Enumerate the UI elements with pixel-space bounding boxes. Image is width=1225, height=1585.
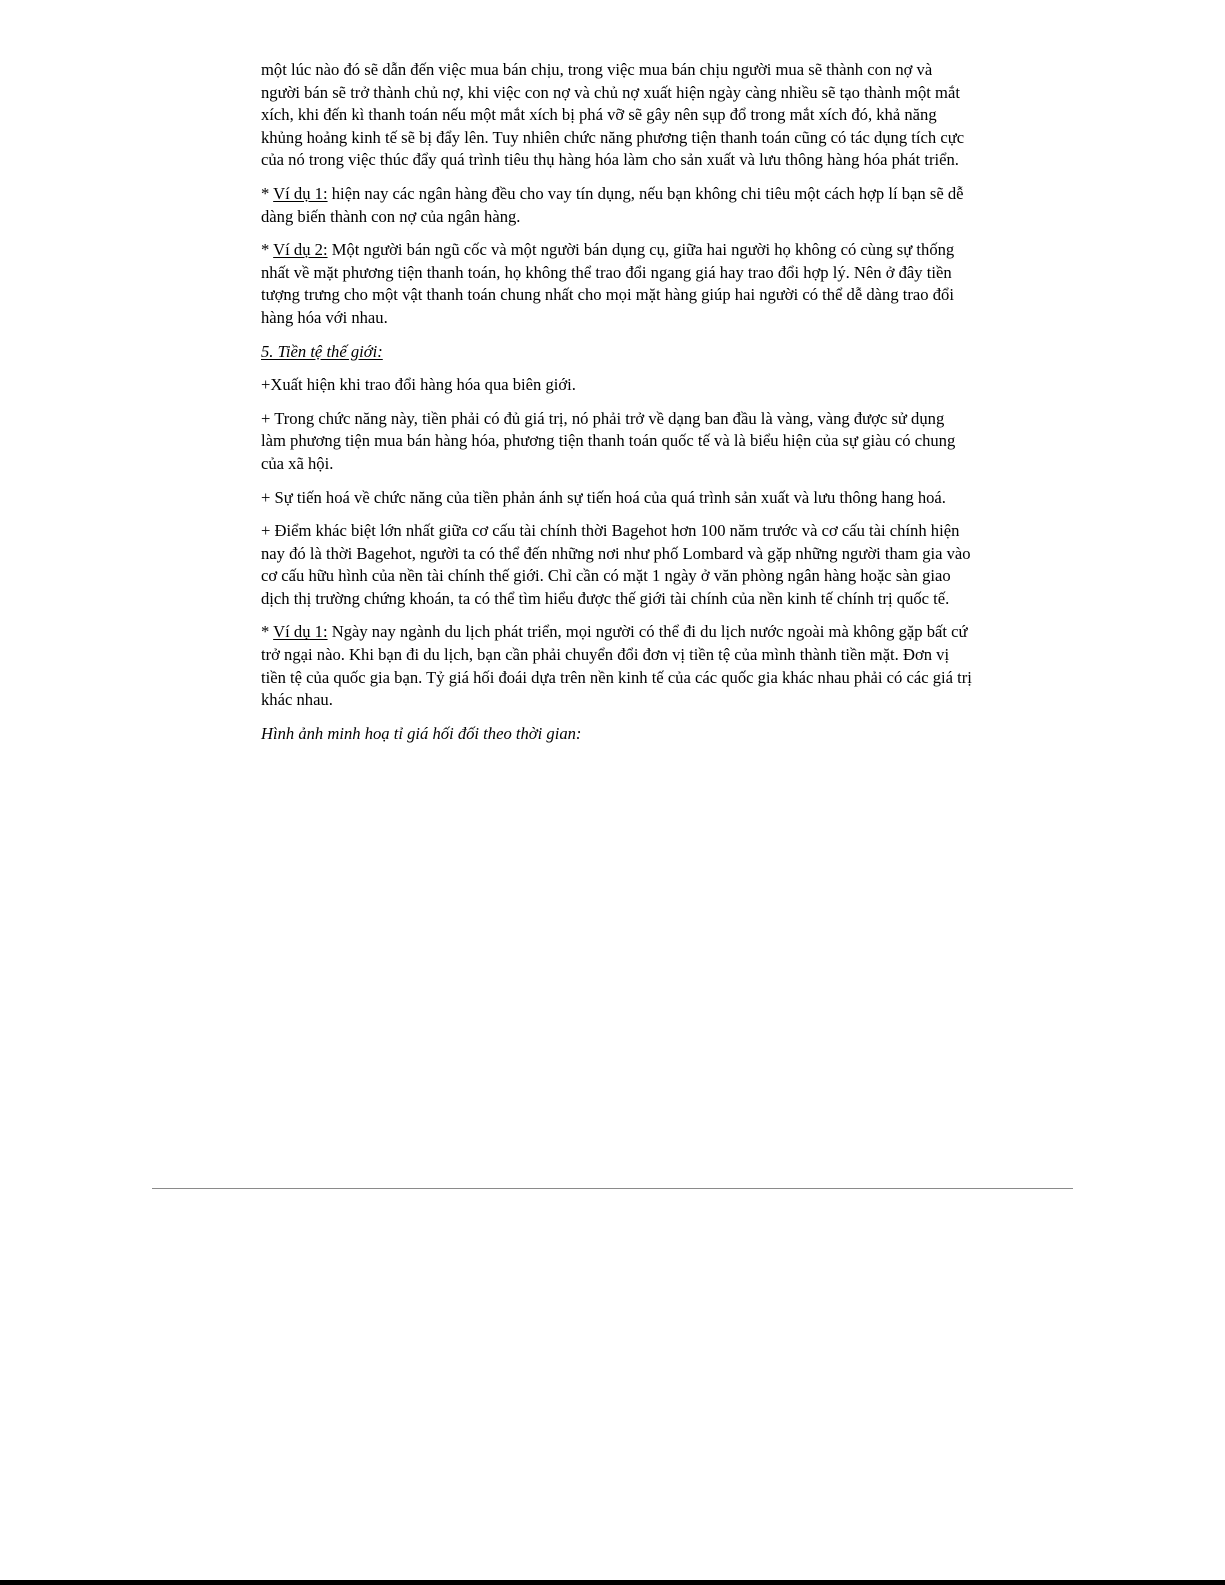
example-2-paragraph: [261, 239, 973, 329]
bullet-gold-value: + Trong chức năng này, tiền phải có đủ giá trị, nó phải trở về dạng ban đầu là vàng, vàng được sử dụng làm phương tiện mua bán hàng hóa, phương tiện thanh toán quốc tế và là biểu hiện của sự giàu có chung của xã hội.: [261, 408, 956, 473]
bullet-evolution: + Sự tiến hoá về chức năng của tiền phản ánh sự tiến hoá của quá trình sản xuất và lưu thông hang hoá.: [261, 487, 946, 507]
example-text: Một người bán ngũ cốc và một người bán dụng cụ, giữa hai người họ không có cùng sự thống nhất về mặt phương tiện thanh toán, họ không thể trao đổi ngang giá hay trao đổi hợp lý. Nên ở đây tiền tượng trưng cho một vật thanh toán chung nhất cho mọi mặt hàng giúp hai người có thể dễ dàng trao đổi hàng hóa với nhau.: [261, 240, 955, 327]
example-text: hiện nay các ngân hàng đều cho vay tín dụng, nếu bạn không chi tiêu một cách hợp lí bạn sẽ dễ dàng biến thành con nợ của ngân hàng.: [261, 183, 964, 226]
paragraph-payment-function: một lúc nào đó sẽ dẫn đến việc mua bán chịu, trong việc mua bán chịu người mua sẽ thành con nợ và người bán sẽ trở thành chủ nợ, khi việc con nợ và chủ nợ xuất hiện ngày càng nhiều sẽ tạo thành một mắt xích, khi đến kì thanh toán nếu một mắt xích bị phá vỡ sẽ gây nên sụp đổ trong mắt xích đó, khả năng khủng hoảng kinh tế sẽ bị đẩy lên. Tuy nhiên chức năng phương tiện thanh toán cũng có tác dụng tích cực của nó trong việc thúc đẩy quá trình tiêu thụ hàng hóa làm cho sản xuất và lưu thông hàng hóa phát triển.: [261, 60, 965, 170]
example-label: Ví dụ 2:: [273, 240, 328, 260]
section-heading-world-currency: 5. Tiền tệ thế giới:: [261, 341, 383, 361]
page-divider: [152, 1188, 1073, 1189]
page-bottom-edge: [0, 1580, 1225, 1585]
example-1-paragraph: [261, 183, 973, 228]
document-body: [261, 59, 973, 756]
example-text: Ngày nay ngành du lịch phát triển, mọi người có thể đi du lịch nước ngoài mà không gặp bất cứ trở ngại nào. Khi bạn đi du lịch, bạn cần phải chuyển đổi đơn vị tiền tệ của mình thành tiền mặt. Đơn vị tiền tệ của quốc gia bạn. Tỷ giá hối đoái dựa trên nền kinh tế của các quốc gia khác nhau phải có các giá trị khác nhau.: [261, 622, 972, 710]
example-prefix: *: [261, 183, 274, 203]
example-tourism-paragraph: [261, 621, 973, 711]
bullet-bagehot: + Điểm khác biệt lớn nhất giữa cơ cấu tài chính thời Bagehot hơn 100 năm trước và cơ cấu tài chính hiện nay đó là thời Bagehot, người ta có thể đến những nơi như phố Lombard và gặp những người tham gia vào cơ cấu hữu hình của nền tài chính thế giới. Chỉ cần có mặt 1 ngày ở văn phòng ngân hàng hoặc sàn giao dịch thị trường chứng khoán, ta có thể tìm hiểu được thế giới tài chính của nền kinh tế chính trị quốc tế.: [261, 521, 971, 608]
example-prefix: *: [261, 622, 274, 642]
figure-caption: Hình ảnh minh hoạ tỉ giá hối đối theo thời gian:: [261, 723, 582, 743]
example-label: Ví dụ 1:: [273, 622, 328, 642]
example-label: Ví dụ 1:: [273, 183, 328, 203]
bullet-cross-border: +Xuất hiện khi trao đổi hàng hóa qua biên giới.: [261, 375, 576, 395]
example-prefix: *: [261, 240, 274, 260]
